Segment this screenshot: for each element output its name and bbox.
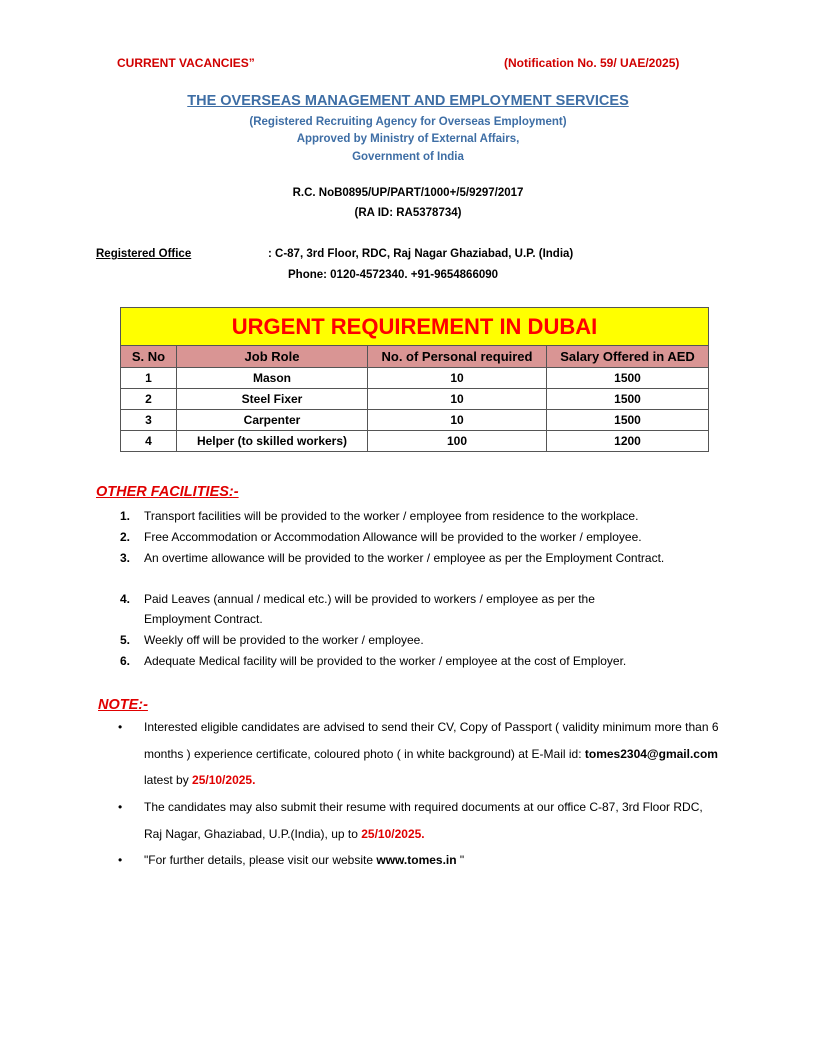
organization-title-text: THE OVERSEAS MANAGEMENT AND EMPLOYMENT SERVICES — [187, 93, 629, 109]
government-line: Government of India — [352, 151, 464, 163]
table-row — [121, 368, 709, 389]
cell-sno: 2 — [121, 389, 177, 410]
facility-text: Paid Leaves (annual / medical etc.) will be provided to workers / employee as per the Employment Contract. — [144, 592, 595, 626]
note-heading: NOTE:- — [98, 697, 148, 713]
phone-numbers: Phone: 0120-4572340. +91-9654866090 — [288, 269, 499, 281]
vacancy-table — [120, 307, 709, 452]
contact-email[interactable]: tomes2304@gmail.com — [584, 746, 718, 761]
table-row — [121, 410, 709, 431]
ra-id: (RA ID: RA5378734) — [354, 207, 462, 219]
cell-sno: 1 — [121, 368, 177, 389]
bullet-icon: • — [118, 853, 123, 867]
table-row — [121, 389, 709, 410]
registered-office-label: Registered Office — [96, 248, 192, 260]
facility-number: 3. — [120, 551, 131, 565]
facility-number: 6. — [120, 654, 131, 668]
table-row — [121, 431, 709, 452]
rc-number: R.C. NoB0895/UP/PART/1000+/5/9297/2017 — [292, 187, 524, 199]
facility-text: Free Accommodation or Accommodation Allowance will be provided to the worker / employee. — [144, 530, 642, 544]
cell-job-role: Steel Fixer — [177, 389, 368, 410]
note-text — [144, 794, 714, 847]
registered-office-address: : C-87, 3rd Floor, RDC, Raj Nagar Ghaziabad, U.P. (India) — [268, 248, 574, 260]
cell-job-role: Mason — [177, 368, 368, 389]
facility-text: An overtime allowance will be provided to the worker / employee as per the Employment Contract. — [144, 551, 665, 565]
note-text-part: Interested eligible candidates are advised to send their CV, Copy of Passport ( validity minimum more than 6 months ) experience certificate, coloured photo ( in white background) at E-Mail id: — [144, 720, 719, 761]
facility-text: Transport facilities will be provided to the worker / employee from residence to the workplace. — [144, 509, 639, 523]
cell-sno: 3 — [121, 410, 177, 431]
facility-number: 4. — [120, 592, 131, 606]
cell-personal-required: 10 — [368, 368, 547, 389]
cell-personal-required: 100 — [368, 431, 547, 452]
facility-number: 2. — [120, 530, 131, 544]
cell-sno: 4 — [121, 431, 177, 452]
note-text-part: "For further details, please visit our website — [144, 853, 377, 867]
organization-subtitle: (Registered Recruiting Agency for Overseas Employment) — [249, 116, 567, 128]
bullet-icon: • — [118, 720, 123, 734]
note-text — [144, 847, 724, 874]
column-header-salary: Salary Offered in AED — [547, 346, 709, 368]
column-header-sno: S. No — [121, 346, 177, 368]
cell-salary: 1200 — [547, 431, 709, 452]
notification-number: (Notification No. 59/ UAE/2025) — [504, 56, 680, 70]
cell-salary: 1500 — [547, 389, 709, 410]
cell-personal-required: 10 — [368, 389, 547, 410]
cell-salary: 1500 — [547, 410, 709, 431]
cell-job-role: Carpenter — [177, 410, 368, 431]
approval-line: Approved by Ministry of External Affairs, — [296, 133, 520, 145]
cell-job-role: Helper (to skilled workers) — [177, 431, 368, 452]
facility-text: Adequate Medical facility will be provided to the worker / employee at the cost of Employer. — [144, 654, 627, 668]
facility-number: 1. — [120, 509, 131, 523]
cell-personal-required: 10 — [368, 410, 547, 431]
organization-title — [0, 93, 816, 109]
website-link[interactable]: www.tomes.in — [376, 853, 457, 867]
current-vacancies-label: CURRENT VACANCIES” — [117, 56, 255, 70]
note-text — [144, 714, 724, 794]
bullet-icon: • — [118, 800, 123, 814]
column-header-job-role: Job Role — [177, 346, 368, 368]
note-text-part: " — [456, 853, 465, 867]
deadline-date: 25/10/2025. — [361, 826, 425, 841]
table-header-row — [121, 346, 709, 368]
other-facilities-heading: OTHER FACILITIES:- — [96, 484, 239, 500]
urgent-requirement-banner: URGENT REQUIREMENT IN DUBAI — [121, 308, 709, 346]
column-header-personal-required: No. of Personal required — [368, 346, 547, 368]
note-text-part: The candidates may also submit their resume with required documents at our office C-87, 3rd Floor RDC, Raj Nagar, Ghaziabad, U.P.(India), up to — [144, 800, 703, 841]
note-text-part: latest by — [144, 773, 193, 787]
cell-salary: 1500 — [547, 368, 709, 389]
facility-text: Weekly off will be provided to the worker / employee. — [144, 633, 424, 647]
facility-number: 5. — [120, 633, 131, 647]
deadline-date: 25/10/2025. — [192, 773, 256, 787]
